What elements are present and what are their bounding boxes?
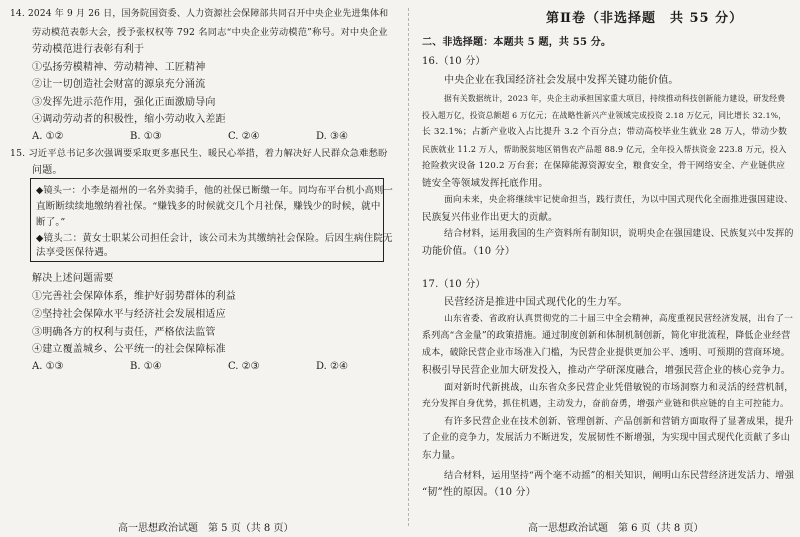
q15-box-line-5: 法享受医保待遇。 <box>36 247 114 258</box>
q17-line-10: 东力量。 <box>422 450 461 461</box>
section-instructions: 二、非选择题：本题共 5 题，共 55 分。 <box>422 37 612 48</box>
q15-item-4: ④建立覆盖城乡、公平统一的社会保障标准 <box>32 344 226 355</box>
q16-line-8: 面向未来，央企将继续牢记使命担当，践行责任，为以中国式现代化全面推进强国建设、 <box>444 195 794 205</box>
q16-line-1: 中央企业在我国经济社会发展中发挥关键功能价值。 <box>444 75 679 86</box>
q15-prompt: 解决上述问题需要 <box>32 273 114 284</box>
page-5-footer: 高一思想政治试题 第 5 页（共 8 页） <box>118 523 294 534</box>
q16-line-7: 链安全等领域发挥托底作用。 <box>422 178 549 189</box>
q17-line-7: 充分发挥自身优势，抓住机遇，主动发力，奋前奋勇，增强产业链和供应链的自主可控能力。 <box>422 399 789 409</box>
section-title: 第Ⅱ卷（非选择题 共 55 分） <box>546 11 744 26</box>
q14-line-3: 劳动模范进行表彰有利于 <box>32 44 145 55</box>
q14-item-4: ④调动劳动者的积极性，缩小劳动收入差距 <box>32 114 226 125</box>
q15-box-line-4: ◆镜头二：黄女士职某公司担任会计，该公司未为其缴纳社会保险。后因生病住院无 <box>36 233 393 244</box>
q15-box-line-3: 断了。” <box>36 217 66 228</box>
q15-option-b: B. ①④ <box>130 361 162 372</box>
q17-line-4: 成本，破除民营企业市场准入门槛，为民营企业提供更加公平、透明、可预期的营商环境。 <box>422 348 791 358</box>
q14-option-c: C. ②④ <box>228 131 260 142</box>
q16-line-9: 民族复兴伟业作出更大的贡献。 <box>422 212 558 223</box>
q16-line-2: 据有关数据统计，2023 年，央企主动承担国家重大项目，持续推动科技创新能力建设，研发经费 <box>444 94 786 103</box>
q16-line-5: 民族就业 11.2 万人，帮助脱贫地区销售农产品超 88.9 亿元，全年投入帮扶资金 223.8 万元，投入 <box>422 145 787 154</box>
q15-option-d: D. ②④ <box>316 361 348 372</box>
q17-line-8: 有许多民营企业在技术创新、管理创新、产品创新和营销方面取得了显著成果，提升 <box>444 416 794 427</box>
q15-item-2: ②坚持社会保障水平与经济社会发展相适应 <box>32 309 226 320</box>
q15-line-1: 15. 习近平总书记多次强调要采取更多惠民生、暖民心举措，着力解决好人民群众急难愁盼 <box>10 148 388 159</box>
q17-line-5: 积极引导民营企业加大研发投入，推动产学研深度融合，增强民营企业的核心竞争力。 <box>422 365 791 376</box>
q17-question-2: “韧”性的原因。（10 分） <box>422 487 536 498</box>
q14-option-b: B. ①③ <box>130 131 162 142</box>
q15-option-a: A. ①③ <box>32 361 64 372</box>
q16-line-4: 长 32.1%；占新产业收入占比提升 3.2 个百分点；带动高校毕业生就业 28 万人，带动少数 <box>422 127 788 137</box>
q17-line-3: 系列高“含金量”的政策措施。通过制度创新和体制机制创新，简化审批流程，降低企业经营 <box>422 331 791 341</box>
page-6 <box>416 0 800 537</box>
q17-line-2: 山东省委、省政府认真贯彻党的二十届三中全会精神，高度重视民营经济发展，出台了一 <box>444 314 794 324</box>
q14-line-2: 劳动模范表彰大会，授予张权权等 792 名同志“中央企业劳动模范”称号。对中央企业 <box>32 27 388 38</box>
q17-question-1: 结合材料，运用坚持“两个毫不动摇”的相关知识，阐明山东民营经济迸发活力、增强 <box>444 470 795 481</box>
q15-line-2: 问题。 <box>32 165 63 176</box>
q16-header: 16.（10 分） <box>422 56 486 67</box>
q14-line-1: 14. 2024 年 9 月 26 日，国务院国资委、人力资源社会保障部共同召开中央企业先进集体和 <box>10 9 389 19</box>
q14-option-d: D. ③④ <box>316 131 348 142</box>
q17-line-9: 了企业的竞争力，发展活力不断迸发，发展韧性不断增强，为实现中国式现代化贡献了多山 <box>422 433 791 443</box>
q14-item-1: ①弘扬劳模精神、劳动精神、工匠精神 <box>32 62 206 73</box>
q16-line-6: 抢险救灾设备 120.2 万台套；在保障能源资源安全，粮食安全，骨干网络安全、产业链供应 <box>422 161 786 171</box>
q16-question-1: 结合材料，运用我国的生产资料所有制知识，说明央企在强国建设、民族复兴中发挥的 <box>444 229 794 239</box>
page-6-footer: 高一思想政治试题 第 6 页（共 8 页） <box>528 523 704 534</box>
q14-option-a: A. ①② <box>32 131 64 142</box>
q17-line-6: 面对新时代新挑战，山东省众多民营企业凭借敏锐的市场洞察力和灵活的经营机制， <box>444 382 794 393</box>
q14-item-2: ②让一切创造社会财富的源泉充分涌流 <box>32 79 206 90</box>
q16-line-3: 投入超万亿，投资总额超 6 万亿元；在战略性新兴产业领域完成投资 2.18 万亿元，同比增长 32.1%， <box>422 111 787 120</box>
q14-item-3: ③发挥先进示范作用，强化正面激励导向 <box>32 97 216 108</box>
q15-option-c: C. ②③ <box>228 361 260 372</box>
q17-header: 17.（10 分） <box>422 279 486 290</box>
page-divider <box>408 8 409 526</box>
q15-item-3: ③明确各方的权利与责任，严格依法监管 <box>32 327 216 338</box>
q17-line-1: 民营经济是推进中国式现代化的生力军。 <box>444 297 628 308</box>
q16-question-2: 功能价值。（10 分） <box>422 246 516 257</box>
q15-box-line-1: ◆镜头一：小李是福州的一名外卖骑手，他的社保已断缴一年。同均布平台机小高则一 <box>36 185 393 196</box>
q15-box-line-2: 直断断续续地缴纳着社保。“赚钱多的时候就交几个月社保，赚钱少的时候，就中 <box>36 201 381 212</box>
q15-item-1: ①完善社会保障体系，维护好弱势群体的利益 <box>32 291 236 302</box>
